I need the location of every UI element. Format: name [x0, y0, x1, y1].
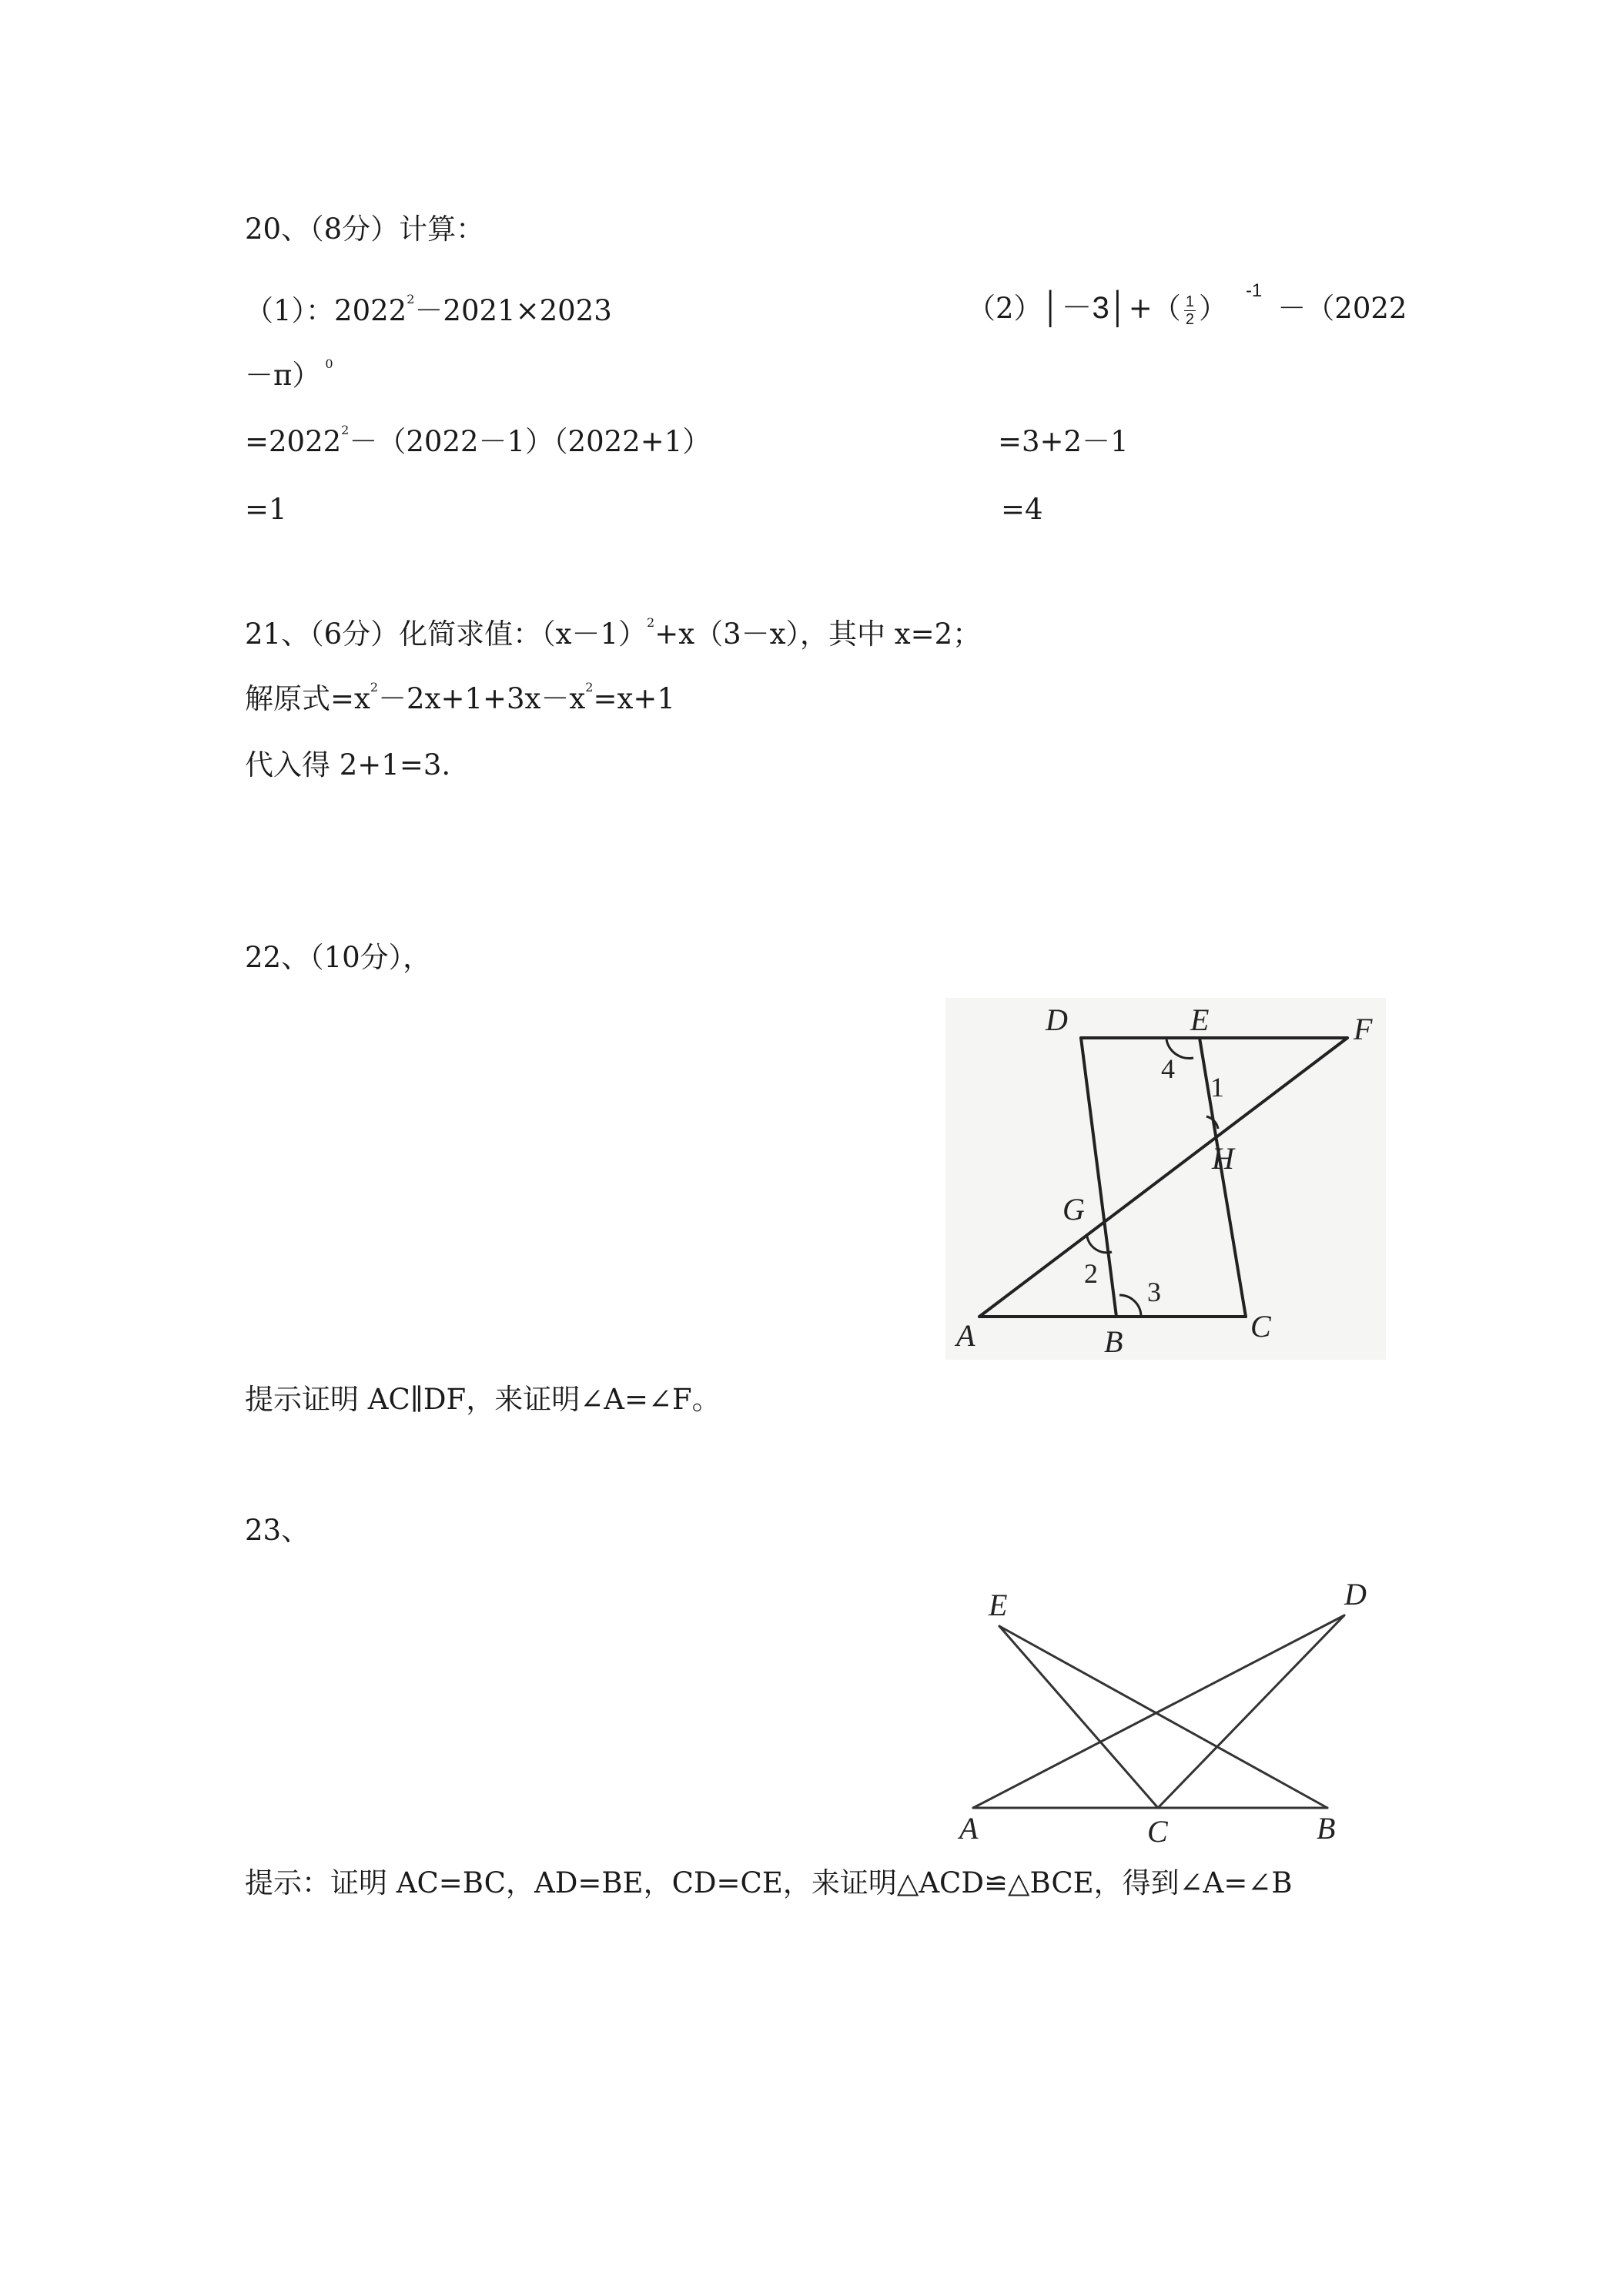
q23-figure — [944, 1568, 1406, 1853]
label-b: B — [1104, 1324, 1123, 1359]
q20-part2-step2: =4 — [1001, 493, 1043, 526]
q22-heading: 22、（10分）， — [245, 941, 432, 974]
q20-part1-problem: （1）：$2022^2-2021\times 2023$ — [245, 292, 612, 327]
q21-heading: 21、（6分）化简求值：$(x-1)^2+x(3-x)$，其中 x=2； — [245, 615, 982, 651]
angle-label-4: 4 — [1161, 1053, 1175, 1084]
label-b: B — [1317, 1811, 1336, 1846]
q21-solution: 解原式$=x^2-2x+1+3x-x^2=x+1$ — [245, 680, 675, 715]
q20-part1-step2: =1 — [245, 493, 287, 526]
q22-figure — [945, 998, 1386, 1360]
label-e: E — [1190, 1002, 1210, 1037]
q22-hint: 提示证明 AC∥DF，来证明∠A=∠F。 — [245, 1383, 721, 1416]
q20-heading: 20、（8分）计算： — [245, 213, 485, 246]
label-c: C — [1147, 1814, 1168, 1849]
q23-hint: 提示：证明 AC=BC，AD=BE，CD=CE，来证明△ACD≌△BCE，得到∠A=∠B — [245, 1866, 1293, 1899]
q20-part2-continuation: －π） $^0$ — [245, 356, 333, 392]
fraction-one-half: $\frac{1}{2}$ — [1185, 293, 1194, 328]
q20-part2-problem: （2）│－3│+（ $\frac{1}{2}$ ）$^{-1}$－（2022 — [967, 280, 1407, 328]
absolute-value: │－3│ — [1042, 291, 1129, 325]
q20-part1-step1: $=2022^2-(2022-1)(2022+1)$ — [245, 423, 711, 458]
label-e: E — [989, 1588, 1008, 1622]
label-d: D — [1046, 1002, 1068, 1037]
q23-heading: 23、 — [245, 1514, 310, 1547]
q21-substitution: 代入得 2+1=3. — [245, 748, 451, 782]
label-d: D — [1344, 1577, 1367, 1612]
angle-label-3: 3 — [1147, 1277, 1161, 1307]
angle-label-1: 1 — [1210, 1072, 1224, 1103]
angle-label-2: 2 — [1084, 1258, 1098, 1289]
label-a: A — [959, 1811, 979, 1846]
label-c: C — [1250, 1309, 1271, 1344]
label-h: H — [1212, 1141, 1234, 1176]
label-g: G — [1062, 1192, 1085, 1227]
label-a: A — [956, 1318, 975, 1353]
q20-part2-step1: =3+2－1 — [998, 425, 1129, 458]
label-f: F — [1354, 1012, 1373, 1046]
